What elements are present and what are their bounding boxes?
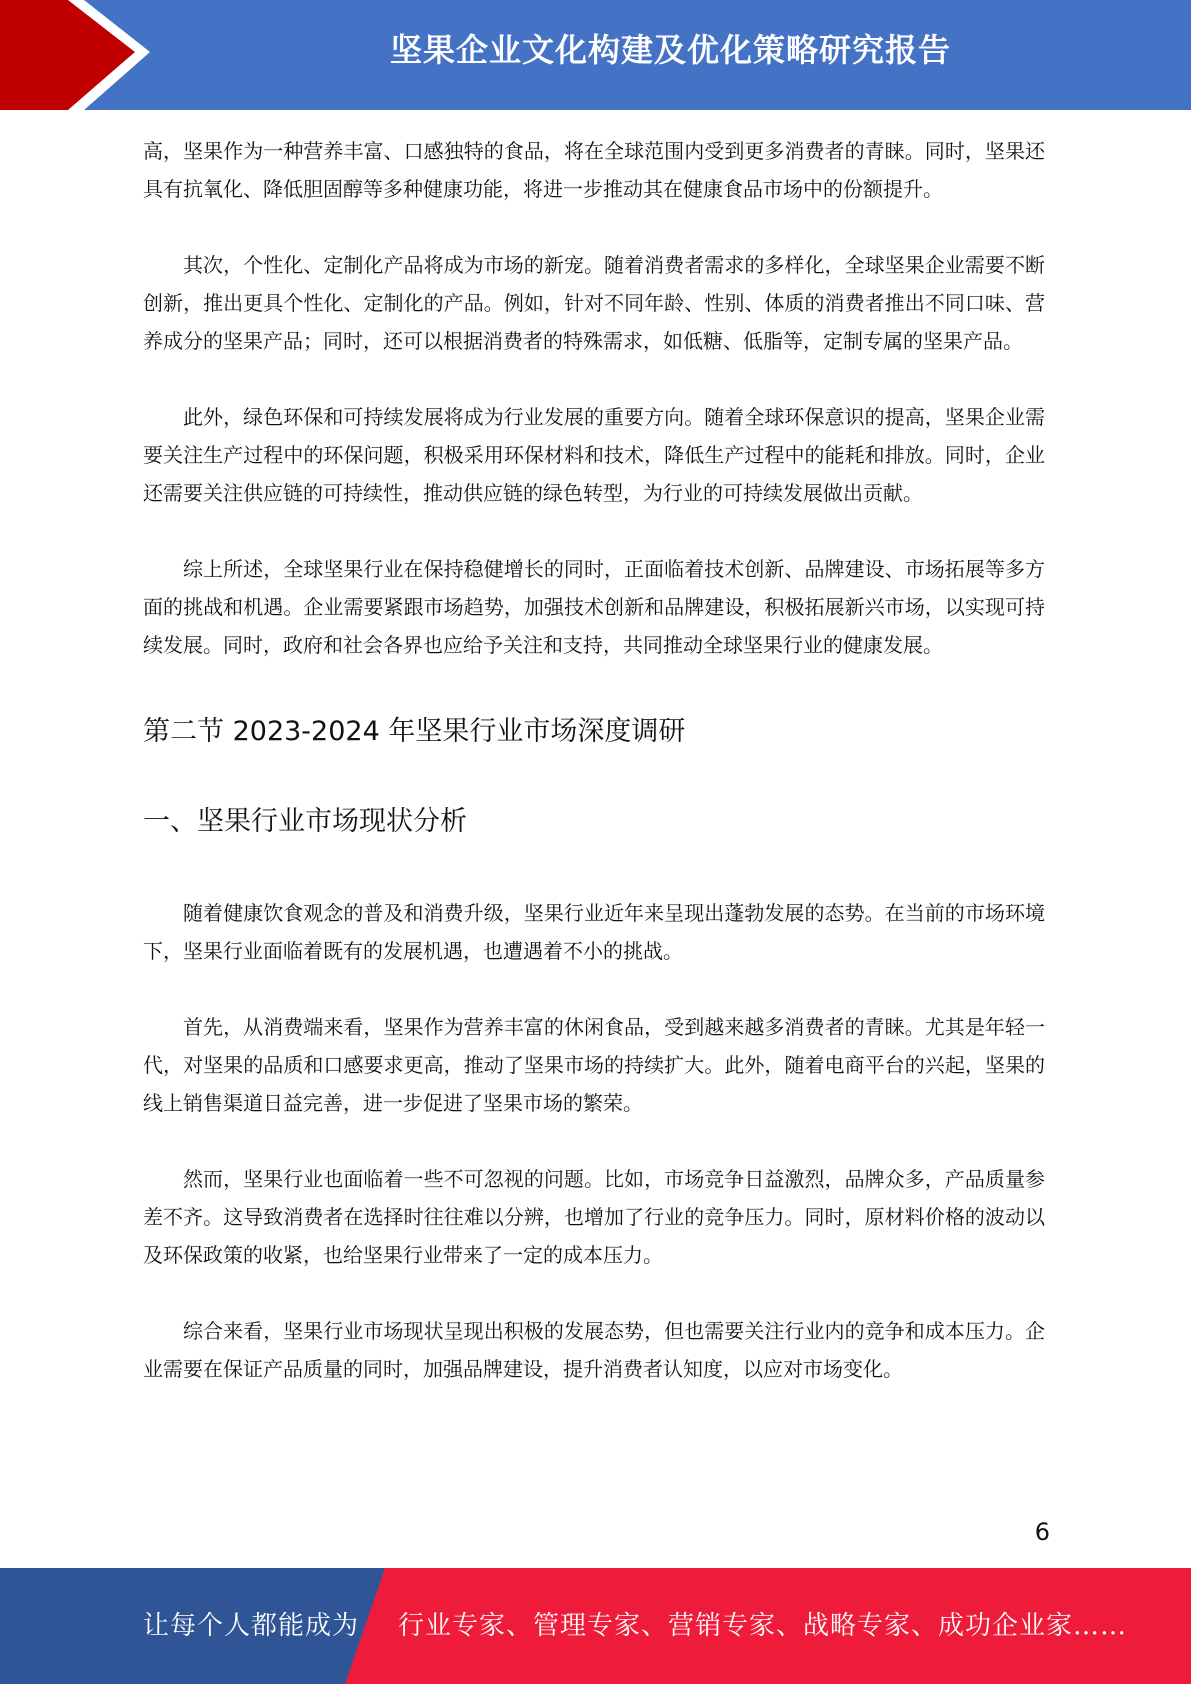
- header-arrow-red: [0, 0, 135, 110]
- paragraph-conclusion: 综合来看，坚果行业市场现状呈现出积极的发展态势，但也需要关注行业内的竞争和成本压力。企业需要在保证产品质量的同时，加强品牌建设，提升消费者认知度，以应对市场变化。: [143, 1319, 1045, 1381]
- document-title: 坚果企业文化构建及优化策略研究报告: [389, 31, 951, 69]
- page-number: 6: [1034, 1518, 1050, 1546]
- subsection-heading: 一、坚果行业市场现状分析: [143, 806, 467, 837]
- paragraph-challenges: 然而，坚果行业也面临着一些不可忽视的问题。比如，市场竞争日益激烈，品牌众多，产品质量参差不齐。这导致消费者在选择时往往难以分辨，也增加了行业的竞争压力。同时，原材料价格的波动以及环保政策的收紧，也给坚果行业带来了一定的成本压力。: [143, 1167, 1045, 1267]
- header-arrow-graphic: [0, 0, 160, 110]
- footer-slogan-left: 让每个人都能成为: [143, 1611, 360, 1641]
- paragraph-market-status: 随着健康饮食观念的普及和消费升级，坚果行业近年来呈现出蓬勃发展的态势。在当前的市场环境下，坚果行业面临着既有的发展机遇，也遭遇着不小的挑战。: [143, 901, 1045, 963]
- header-banner: [0, 0, 1191, 110]
- paragraph-customization: 其次，个性化、定制化产品将成为市场的新宠。随着消费者需求的多样化，全球坚果企业需要不断创新，推出更具个性化、定制化的产品。例如，针对不同年龄、性别、体质的消费者推出不同口味、营养成分的坚果产品；同时，还可以根据消费者的特殊需求，如低糖、低脂等，定制专属的坚果产品。: [143, 253, 1045, 353]
- footer-slogan-right: 行业专家、管理专家、营销专家、战略专家、成功企业家……: [398, 1611, 1128, 1641]
- paragraph-sustainability: 此外，绿色环保和可持续发展将成为行业发展的重要方向。随着全球环保意识的提高，坚果企业需要关注生产过程中的环保问题，积极采用环保材料和技术，降低生产过程中的能耗和排放。同时，企业还需要关注供应链的可持续性，推动供应链的绿色转型，为行业的可持续发展做出贡献。: [143, 405, 1045, 505]
- paragraph-summary: 综上所述，全球坚果行业在保持稳健增长的同时，正面临着技术创新、品牌建设、市场拓展等多方面的挑战和机遇。企业需要紧跟市场趋势，加强技术创新和品牌建设，积极拓展新兴市场，以实现可持续发展。同时，政府和社会各界也应给予关注和支持，共同推动全球坚果行业的健康发展。: [143, 557, 1045, 657]
- page-content: [143, 132, 1045, 1388]
- footer-banner: [0, 1568, 1191, 1684]
- section-heading: 第二节 2023-2024 年坚果行业市场深度调研: [143, 716, 686, 747]
- paragraph-consumer-side: 首先，从消费端来看，坚果作为营养丰富的休闲食品，受到越来越多消费者的青睐。尤其是年轻一代，对坚果的品质和口感要求更高，推动了坚果市场的持续扩大。此外，随着电商平台的兴起，坚果的线上销售渠道日益完善，进一步促进了坚果市场的繁荣。: [143, 1015, 1045, 1115]
- paragraph-continuation: 高，坚果作为一种营养丰富、口感独特的食品，将在全球范围内受到更多消费者的青睐。同时，坚果还具有抗氧化、降低胆固醇等多种健康功能，将进一步推动其在健康食品市场中的份额提升。: [143, 139, 1045, 201]
